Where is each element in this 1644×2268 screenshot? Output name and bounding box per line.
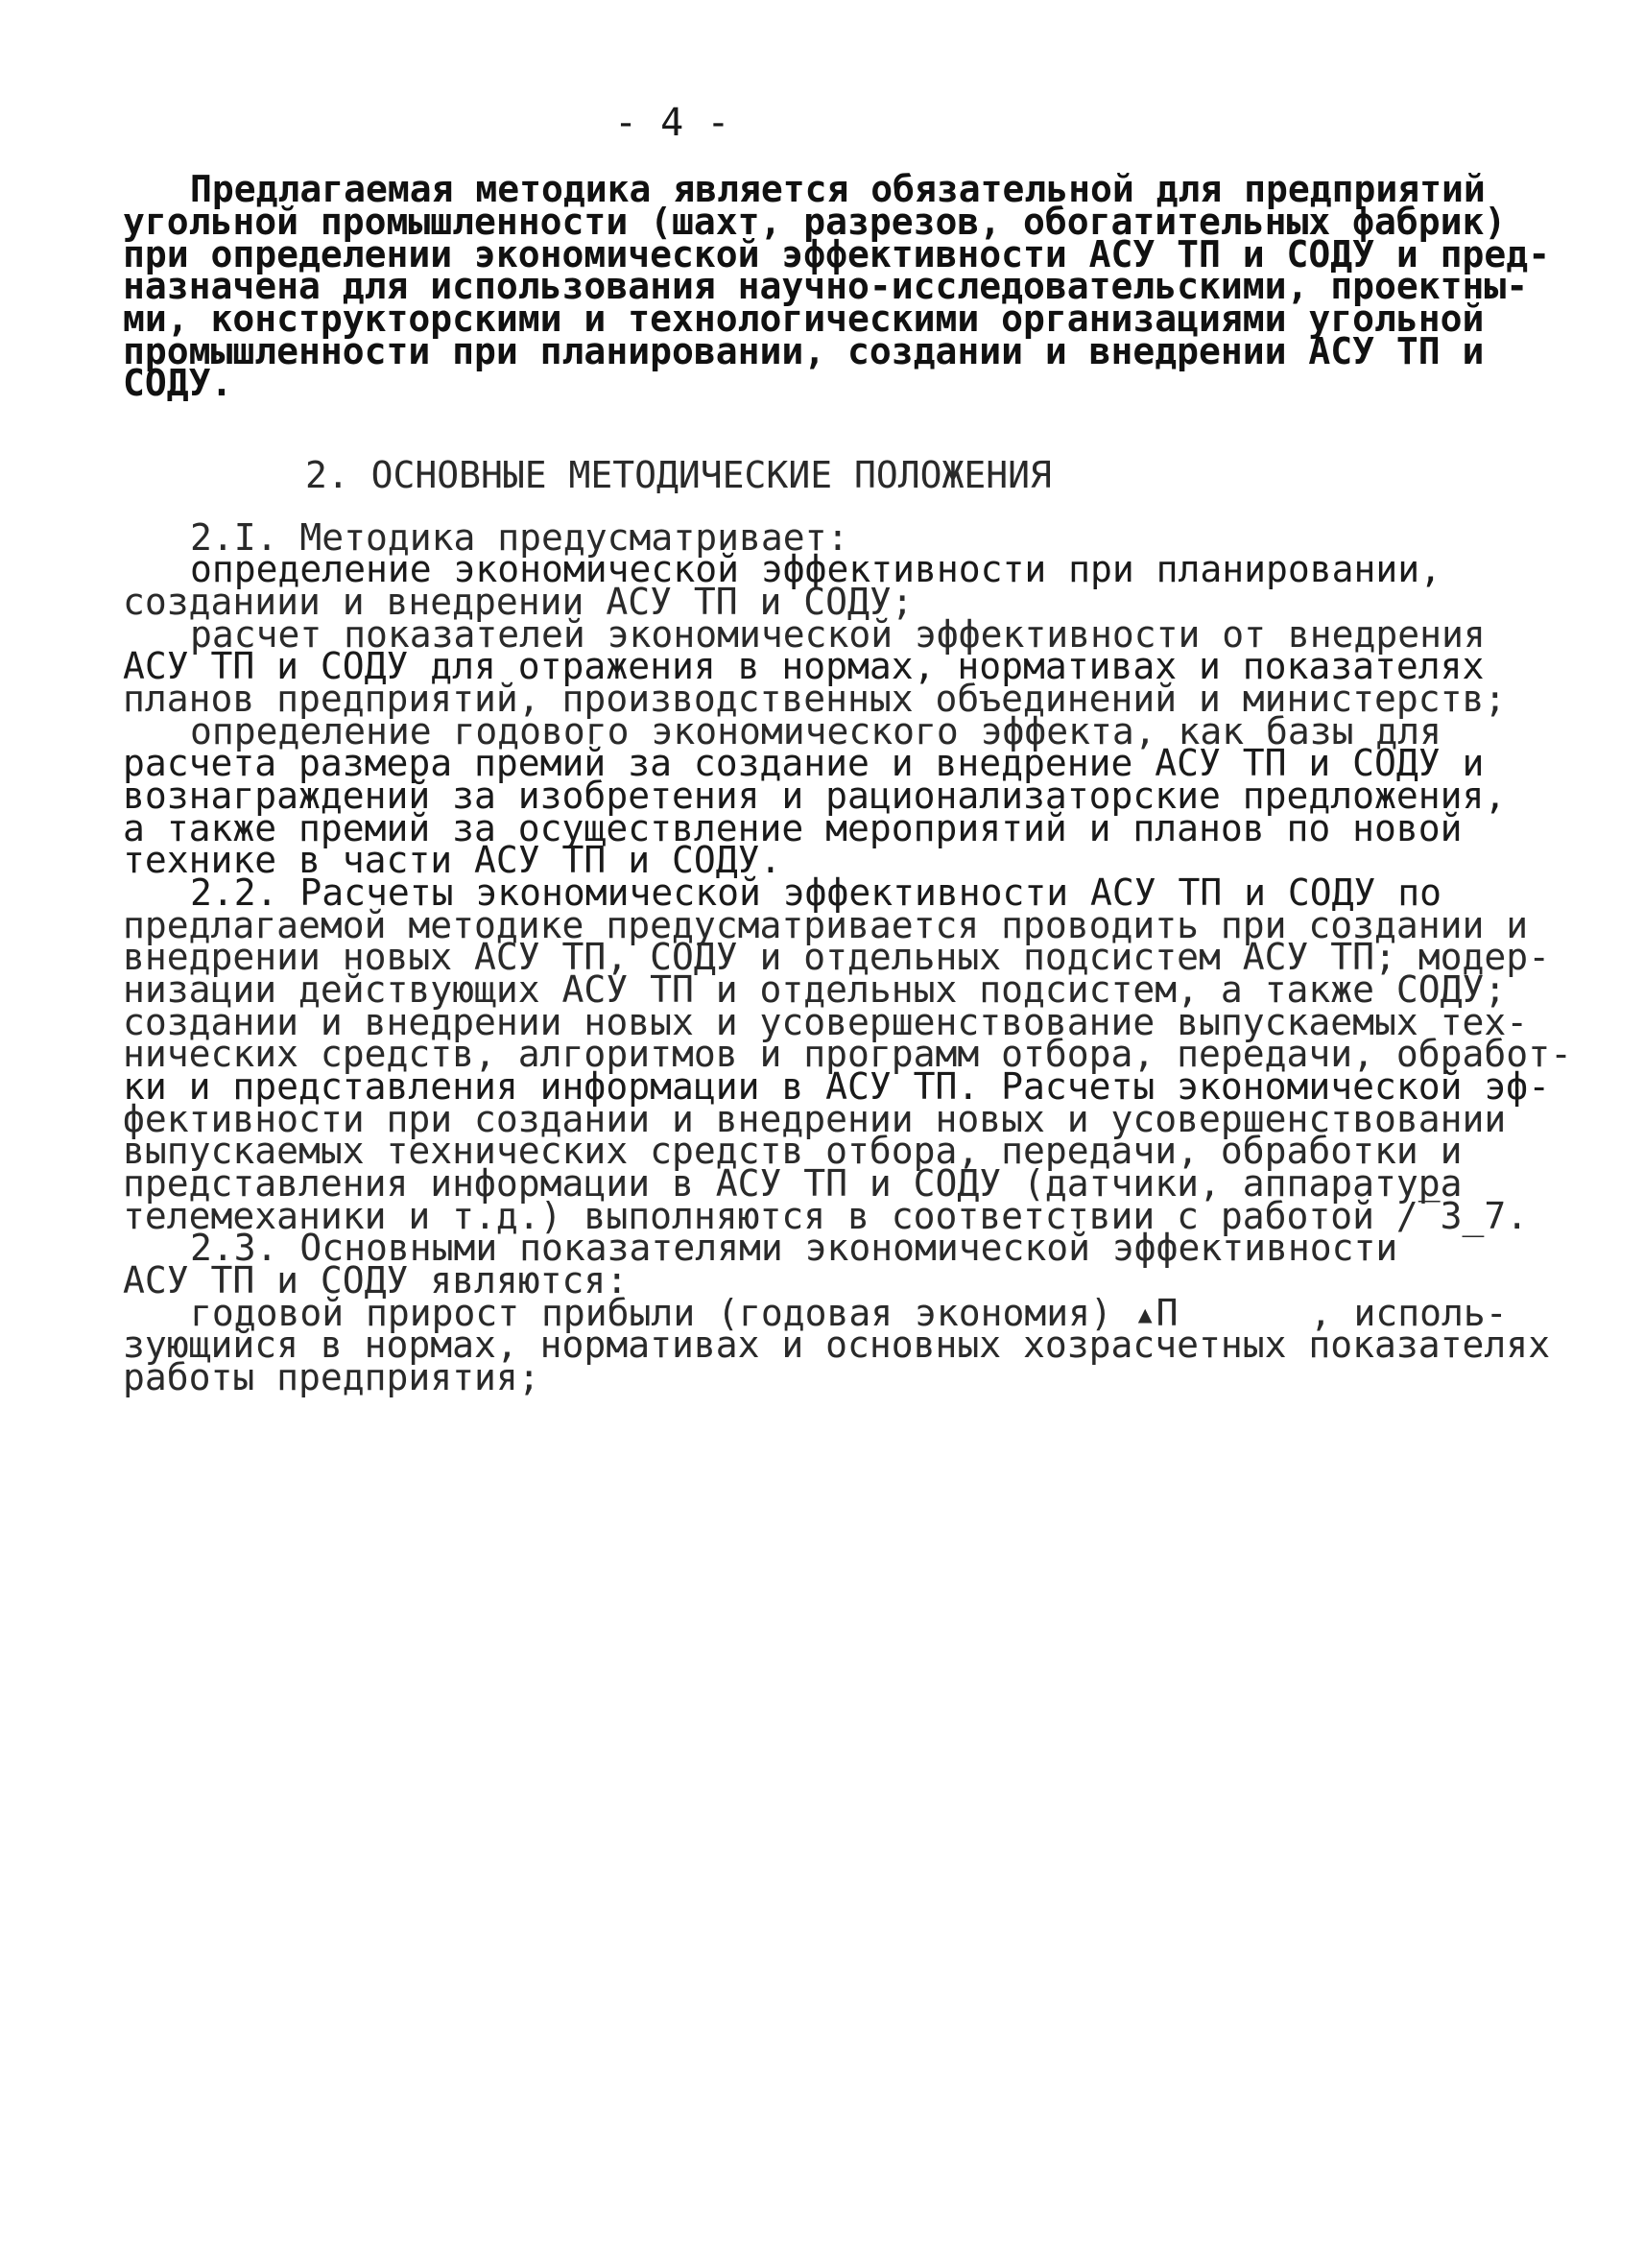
section-line: телемеханики и т.д.) выполняются в соответствии с работой /‾3_7. [123, 1195, 1529, 1237]
page-number: - 4 - [614, 101, 730, 145]
section-line: 2.3. Основными показателями экономической эффективности [190, 1227, 1398, 1269]
section-line: расчета размера премий за создание и внедрение АСУ ТП и СОДУ и [123, 742, 1485, 784]
section-line: низации действующих АСУ ТП и отдельных подсистем, а также СОДУ; [123, 968, 1507, 1011]
section-line: ки и представления информации в АСУ ТП. Расчеты экономической эф- [123, 1065, 1551, 1108]
section-line: предлагаемой методике предусматривается проводить при создании и [123, 904, 1529, 946]
section-line: АСУ ТП и СОДУ для отражения в нормах, нормативах и показателях [123, 645, 1485, 687]
section-line: расчет показателей экономической эффективности от внедрения [190, 613, 1486, 656]
section-line: определение экономической эффективности при планировании, [190, 548, 1442, 590]
section-line: планов предприятий, производственных объединений и министерств; [123, 678, 1507, 720]
section-line: созданиии и внедрении АСУ ТП и СОДУ; [123, 581, 914, 623]
section-line: определение годового экономического эффекта, как базы для [190, 710, 1442, 752]
section-line: выпускаемых технических средств отбора, передачи, обработки и [123, 1130, 1463, 1172]
section-line: работы предприятия; [123, 1356, 540, 1398]
intro-line: промышленности при планировании, создании и внедрении АСУ ТП и [123, 330, 1485, 372]
section-line: фективности при создании и внедрении новых и усовершенствовании [123, 1098, 1507, 1140]
section-line: 2.I. Методика предусматривает: [190, 516, 849, 559]
section-line: создании и внедрении новых и усовершенствование выпускаемых тех- [123, 1001, 1529, 1043]
section-line: зующийся в нормах, нормативах и основных хозрасчетных показателях [123, 1324, 1551, 1366]
section-line: 2.2. Расчеты экономической эффективности АСУ ТП и СОДУ по [190, 871, 1442, 914]
intro-line: СОДУ. [123, 362, 233, 404]
section-line: АСУ ТП и СОДУ являются: [123, 1259, 629, 1301]
section-line: технике в части АСУ ТП и СОДУ. [123, 839, 782, 881]
intro-line: угольной промышленности (шахт, разрезов, обогатительных фабрик) [123, 201, 1507, 243]
section-line: а также премий за осуществление мероприятий и планов по новой [123, 807, 1463, 849]
intro-line: при определении экономической эффективности АСУ ТП и СОДУ и пред- [123, 233, 1551, 275]
section-heading: 2. ОСНОВНЫЕ МЕТОДИЧЕСКИЕ ПОЛОЖЕНИЯ [305, 454, 1052, 496]
section-line: нических средств, алгоритмов и программ отбора, передачи, обработ- [123, 1033, 1572, 1075]
intro-line: Предлагаемая методика является обязательной для предприятий [190, 168, 1486, 210]
section-line: годовой прирост прибыли (годовая экономия) ▴П , исполь- [190, 1292, 1508, 1334]
intro-line: назначена для использования научно-исследовательскими, проектны- [123, 265, 1529, 307]
section-line: внедрении новых АСУ ТП, СОДУ и отдельных подсистем АСУ ТП; модер- [123, 936, 1551, 978]
section-line: представления информации в АСУ ТП и СОДУ (датчики, аппаратура [123, 1162, 1463, 1205]
section-line: вознаграждений за изобретения и рационализаторские предложения, [123, 775, 1507, 817]
intro-line: ми, конструкторскими и технологическими организациями угольной [123, 298, 1485, 340]
